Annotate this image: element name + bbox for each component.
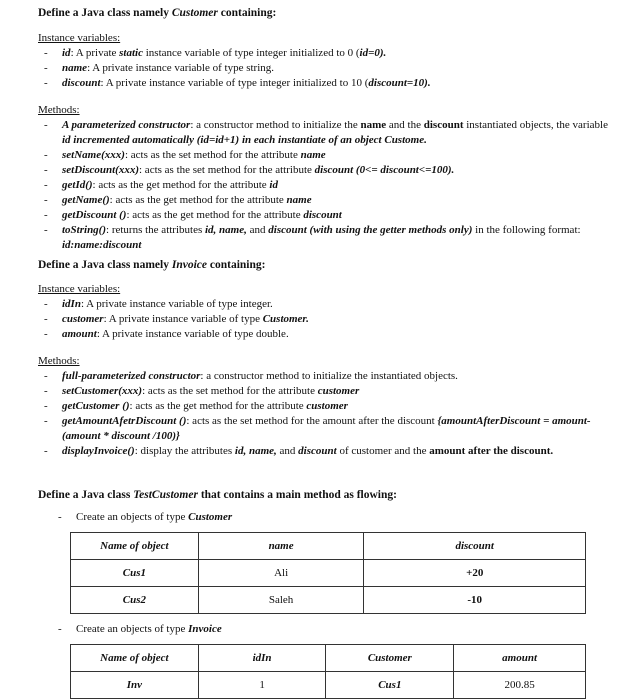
list-item: - getName(): acts as the get method for the attribute name [0, 193, 618, 208]
list-item: - displayInvoice(): display the attributes id, name, and discount of customer and the amount after the discount. [0, 444, 618, 459]
list-item: - getCustomer (): acts as the get method for the attribute customer [0, 399, 618, 414]
table-cell: Cus2 [71, 587, 199, 614]
table-header-row [71, 533, 586, 560]
invoice-variables-list [0, 297, 618, 342]
list-item: - id: A private static instance variable of type integer initialized to 0 (id=0). [0, 46, 618, 61]
invoice-methods-label: Methods: [38, 355, 80, 367]
create-customer-step: - Create an objects of type Customer [76, 510, 618, 525]
invoice-section [0, 258, 618, 459]
table-cell: +20 [364, 560, 586, 587]
table-header: discount [364, 533, 586, 560]
customer-section [0, 6, 618, 253]
table-cell: Inv [71, 672, 199, 699]
list-item: - toString(): returns the attributes id, name, and discount (with using the getter methods only) in the following format: id:name:discount [0, 223, 618, 253]
list-item: - getAmountAfetrDiscount (): acts as the set method for the amount after the discount {amountAfterDiscount = amount-(amount * discount /100)} [0, 414, 618, 444]
create-invoice-step: - Create an objects of type Invoice [76, 622, 222, 637]
customer-methods-list [0, 118, 618, 253]
list-item: - A parameterized constructor: a constructor method to initialize the name and the discount instantiated objects, the variable id incremented automatically (id=id+1) in each instantiate of an object Custome. [0, 118, 618, 148]
table-cell: Saleh [198, 587, 364, 614]
table-cell: Ali [198, 560, 364, 587]
table-header-row [71, 645, 586, 672]
list-item: - setCustomer(xxx): acts as the set method for the attribute customer [0, 384, 618, 399]
customer-heading: Define a Java class namely Customer containing: [38, 7, 277, 19]
table-header: Name of object [71, 533, 199, 560]
table-row [71, 560, 586, 587]
invoice-instance-variables-label: Instance variables: [38, 283, 121, 295]
table-cell: 200.85 [454, 672, 586, 699]
customer-variables-list [0, 46, 618, 91]
table-cell: Cus1 [71, 560, 199, 587]
test-heading: Define a Java class TestCustomer that contains a main method as flowing: [38, 489, 397, 501]
table-cell: Cus1 [326, 672, 454, 699]
customer-methods-label: Methods: [38, 104, 80, 116]
table-cell: -10 [364, 587, 586, 614]
invoice-methods-list [0, 369, 618, 459]
list-item: - setDiscount(xxx): acts as the set method for the attribute discount (0<= discount<=100). [0, 163, 618, 178]
list-item: - full-parameterized constructor: a constructor method to initialize the instantiated objects. [0, 369, 618, 384]
test-section [0, 488, 618, 525]
table-row [71, 587, 586, 614]
table-row [71, 672, 586, 699]
list-item: - setName(xxx): acts as the set method for the attribute name [0, 148, 618, 163]
table-header: amount [454, 645, 586, 672]
table-header: Name of object [71, 645, 199, 672]
list-item: - discount: A private instance variable of type integer initialized to 10 (discount=10). [0, 76, 618, 91]
list-item: - name: A private instance variable of type string. [0, 61, 618, 76]
invoice-objects-table [70, 644, 586, 699]
customer-instance-variables-label: Instance variables: [38, 32, 121, 44]
customer-objects-table [70, 532, 586, 614]
invoice-heading: Define a Java class namely Invoice containing: [38, 259, 266, 271]
list-item: - getDiscount (): acts as the get method for the attribute discount [0, 208, 618, 223]
list-item: - idIn: A private instance variable of type integer. [0, 297, 618, 312]
table-header: idIn [198, 645, 326, 672]
table-header: name [198, 533, 364, 560]
table-header: Customer [326, 645, 454, 672]
list-item: - customer: A private instance variable of type Customer. [0, 312, 618, 327]
table-cell: 1 [198, 672, 326, 699]
list-item: - getId(): acts as the get method for the attribute id [0, 178, 618, 193]
list-item: - amount: A private instance variable of type double. [0, 327, 618, 342]
